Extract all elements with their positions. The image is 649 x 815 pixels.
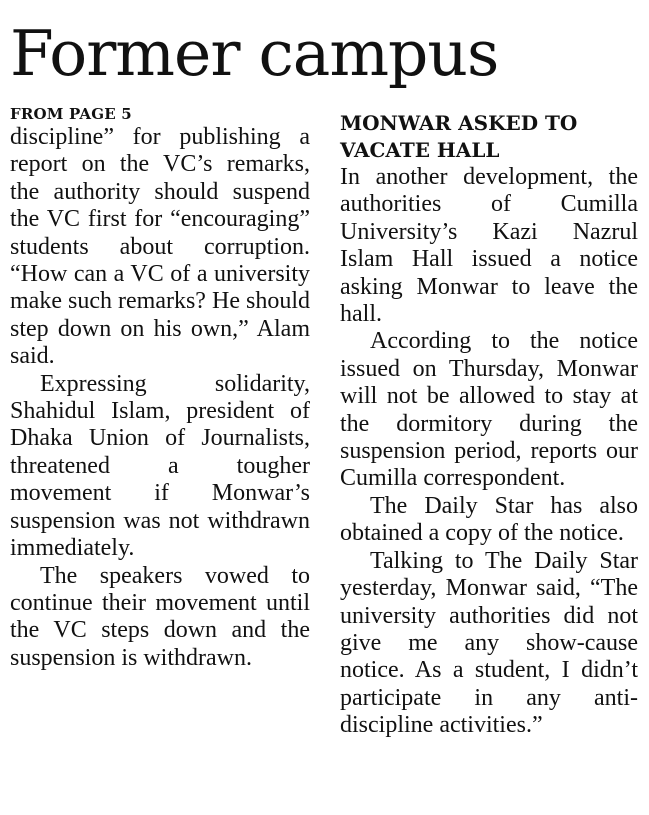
left-column [10, 104, 310, 672]
jump-line: FROM PAGE 5 [10, 105, 132, 123]
body-paragraph: In another development, the authorities of Cumilla University’s Kazi Nazrul Islam Hall issued a notice asking Monwar to leave the hall. [340, 164, 638, 328]
section-subhead: MONWAR ASKED TO VACATE HALL [340, 111, 578, 162]
body-paragraph: The speakers vowed to continue their movement until the VC steps down and the suspension is withdrawn. [10, 562, 310, 671]
body-paragraph: The Daily Star has also obtained a copy of the notice. [340, 492, 638, 547]
body-paragraph: Talking to The Daily Star yesterday, Monwar said, “The university authorities did not give me any show-cause notice. As a student, I didn’t participate in any anti-discipline activities.” [340, 547, 638, 739]
body-paragraph: discipline” for publishing a report on the VC’s remarks, the authority should suspend the VC first for “encouraging” students about corruption. “How can a VC of a university make such remarks? He should step down on his own,” Alam said. [10, 124, 310, 370]
body-paragraph: Expressing solidarity, Shahidul Islam, president of Dhaka Union of Journalists, threatened a tougher movement if Monwar’s suspension was not withdrawn immediately. [10, 370, 310, 562]
body-paragraph: According to the notice issued on Thursday, Monwar will not be allowed to stay at the dormitory during the suspension period, reports our Cumilla correspondent. [340, 328, 638, 492]
headline: Former campus [10, 17, 499, 90]
right-column [340, 110, 638, 740]
